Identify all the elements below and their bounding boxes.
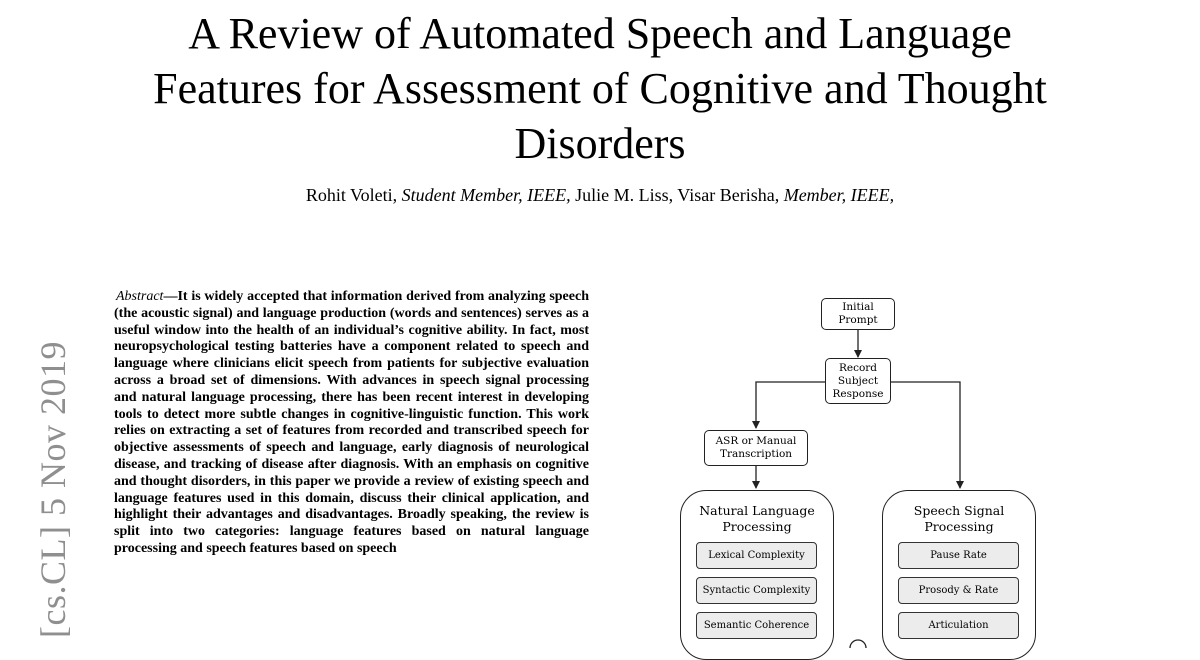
pipeline-diagram	[640, 290, 1060, 648]
ssp-title-line-2: Processing	[924, 519, 994, 534]
record-line-1: Record	[838, 361, 878, 374]
initial-prompt-node	[821, 298, 895, 330]
record-response-node	[825, 358, 891, 404]
arrow-record-to-asr	[756, 382, 825, 428]
record-line-3: Response	[832, 387, 884, 400]
feature-articulation: Articulation	[898, 612, 1019, 639]
arxiv-stamp: [cs.CL] 5 Nov 2019	[33, 341, 73, 638]
nlp-title-line-2: Processing	[722, 519, 792, 534]
author-2-names: Julie M. Liss, Visar Berisha,	[575, 185, 780, 205]
nlp-group	[680, 490, 834, 660]
paper-title	[0, 6, 1200, 171]
title-line-2: Features for Assessment of Cognitive and Thought	[153, 64, 1047, 113]
feature-lexical-complexity: Lexical Complexity	[696, 542, 817, 569]
ssp-title	[883, 503, 1035, 535]
author-1-role: Student Member, IEEE,	[401, 185, 571, 205]
record-line-2: Subject	[837, 374, 879, 387]
author-3-role: Member, IEEE,	[783, 185, 895, 205]
asr-node	[704, 430, 808, 466]
initial-prompt-line-1: Initial	[842, 301, 874, 313]
author-line	[0, 185, 1200, 206]
nlp-title-line-1: Natural Language	[699, 503, 815, 518]
feature-semantic-coherence: Semantic Coherence	[696, 612, 817, 639]
feature-prosody-rate: Prosody & Rate	[898, 577, 1019, 604]
feature-pause-rate: Pause Rate	[898, 542, 1019, 569]
title-line-3: Disorders	[514, 119, 686, 168]
initial-prompt-line-2: Prompt	[838, 314, 878, 326]
speech-signal-group	[882, 490, 1036, 660]
title-line-1: A Review of Automated Speech and Language	[188, 9, 1012, 58]
ssp-title-line-1: Speech Signal	[913, 503, 1005, 518]
abstract-text: —It is widely accepted that information derived from analyzing speech (the acoustic signal) and language production (words and sentences) serves as a useful window into the health of an individual’s cognitive ability. In fact, most neuropsychological testing batteries have a component related to speech and language where clinicians elicit speech from patients for subjective evaluation across a broad set of dimensions. With advances in speech signal processing and natural language processing, there has been recent interest in developing tools to detect more subtle changes in cognitive-linguistic function. This work relies on extracting a set of features from recorded and transcribed speech for objective assessments of speech and language, early diagnosis of neurological disease, and tracking of disease after diagnosis. With an emphasis on cognitive and thought disorders, in this paper we provide a review of existing speech and language features used in this domain, discuss their clinical application, and highlight their advantages and disadvantages. Broadly speaking, the review is split into two categories: language features based on natural language processing and speech features based on speech	[114, 289, 589, 556]
abstract	[114, 289, 589, 558]
abstract-heading: Abstract	[116, 289, 164, 304]
merge-node	[850, 640, 866, 648]
asr-line-1: ASR or Manual	[715, 435, 797, 447]
asr-line-2: Transcription	[719, 448, 793, 460]
author-1-name: Rohit Voleti,	[305, 185, 398, 205]
feature-syntactic-complexity: Syntactic Complexity	[696, 577, 817, 604]
nlp-title	[681, 503, 833, 535]
arrow-record-to-speech	[891, 382, 960, 488]
